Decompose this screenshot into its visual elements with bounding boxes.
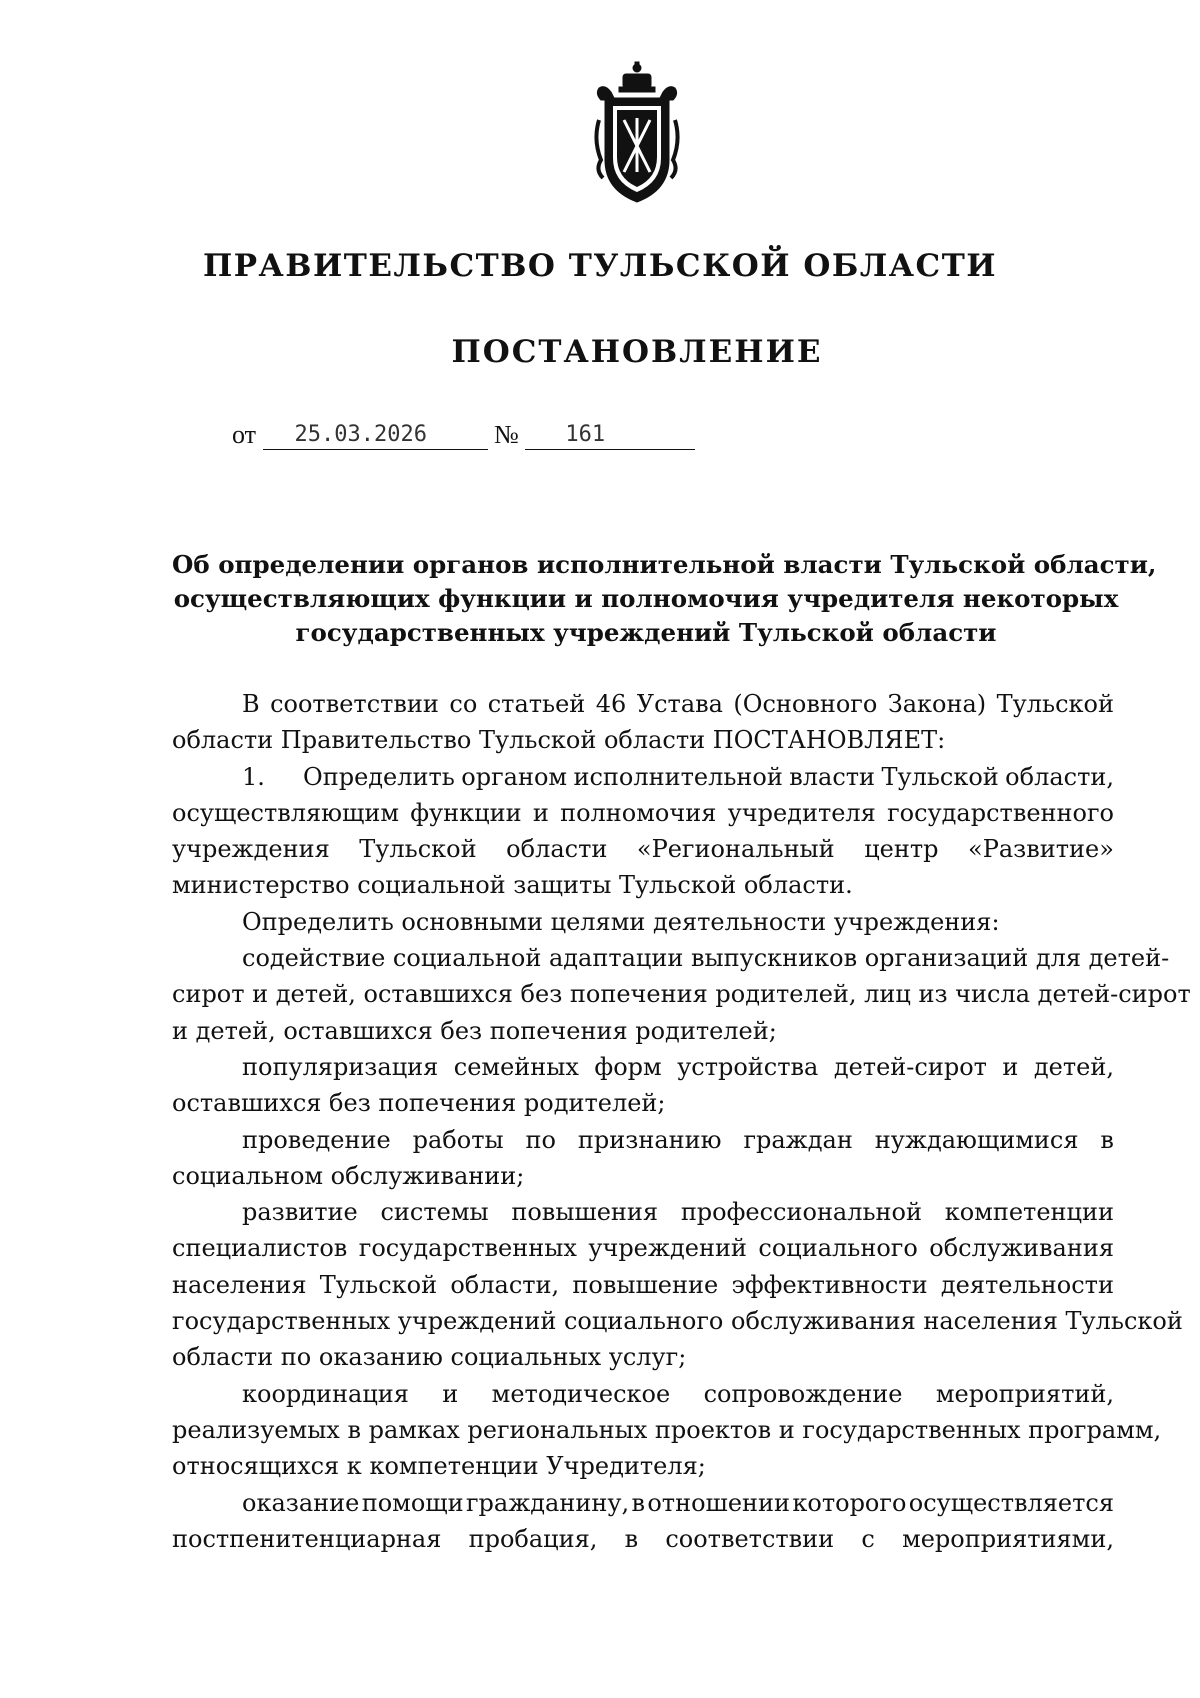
subject-line: Об определении органов исполнительной власти Тульской области, — [172, 550, 1157, 579]
body-line: постпенитенциарная пробация, в соответствии с мероприятиями, — [172, 1524, 1114, 1553]
body-line: Определить основными целями деятельности учреждения: — [242, 907, 1000, 936]
body-line: осуществляющим функции и полномочия учредителя государственного — [172, 798, 1114, 827]
body-line: оказание помощи гражданину, в отношении которого осуществляется — [242, 1488, 1114, 1517]
body-line: и детей, оставшихся без попечения родителей; — [172, 1016, 777, 1045]
resolution-body — [172, 686, 1191, 1557]
body-line: области по оказанию социальных услуг; — [172, 1343, 687, 1372]
body-line: сирот и детей, оставшихся без попечения родителей, лиц из числа детей-сирот — [172, 980, 1191, 1009]
body-line: проведение работы по признанию граждан нуждающимися в — [242, 1125, 1114, 1154]
body-line: развитие системы повышения профессиональной компетенции — [242, 1198, 1114, 1227]
body-line: 1. Определить органом исполнительной власти Тульской области, — [242, 762, 1114, 791]
number-field: 161 — [525, 421, 695, 450]
organization-title: ПРАВИТЕЛЬСТВО ТУЛЬСКОЙ ОБЛАСТИ — [202, 248, 998, 284]
date-number-line — [232, 420, 695, 456]
body-line: населения Тульской области, повышение эффективности деятельности — [172, 1270, 1114, 1299]
body-line: государственных учреждений социального обслуживания населения Тульской — [172, 1307, 1183, 1336]
body-line: координация и методическое сопровождение мероприятий, — [242, 1379, 1114, 1408]
date-prefix: от — [232, 420, 257, 449]
body-line: специалистов государственных учреждений социального обслуживания — [172, 1234, 1114, 1263]
body-line: реализуемых в рамках региональных проектов и государственных программ, — [172, 1415, 1162, 1444]
number-prefix: № — [494, 420, 519, 449]
body-line: области Правительство Тульской области ПОСТАНОВЛЯЕТ: — [172, 726, 946, 755]
body-line: В соответствии со статьей 46 Устава (Основного Закона) Тульской — [242, 690, 1114, 718]
tula-coat-of-arms-icon — [591, 60, 683, 210]
subject-line: государственных учреждений Тульской области — [295, 618, 997, 647]
body-line: относящихся к компетенции Учредителя; — [172, 1452, 706, 1481]
body-line: социальном обслуживании; — [172, 1161, 525, 1190]
document-type-heading: ПОСТАНОВЛЕНИЕ — [451, 334, 823, 370]
body-line: популяризация семейных форм устройства детей-сирот и детей, — [242, 1052, 1114, 1081]
body-line: учреждения Тульской области «Региональный центр «Развитие» — [172, 835, 1114, 864]
subject-line: осуществляющих функции и полномочия учредителя некоторых — [173, 584, 1119, 613]
body-line: содействие социальной адаптации выпускников организаций для детей- — [242, 944, 1170, 973]
body-line: министерство социальной защиты Тульской области. — [172, 871, 853, 900]
date-field: 25.03.2026 — [263, 421, 488, 450]
resolution-subject — [172, 548, 1157, 650]
body-line: оставшихся без попечения родителей; — [172, 1089, 666, 1118]
